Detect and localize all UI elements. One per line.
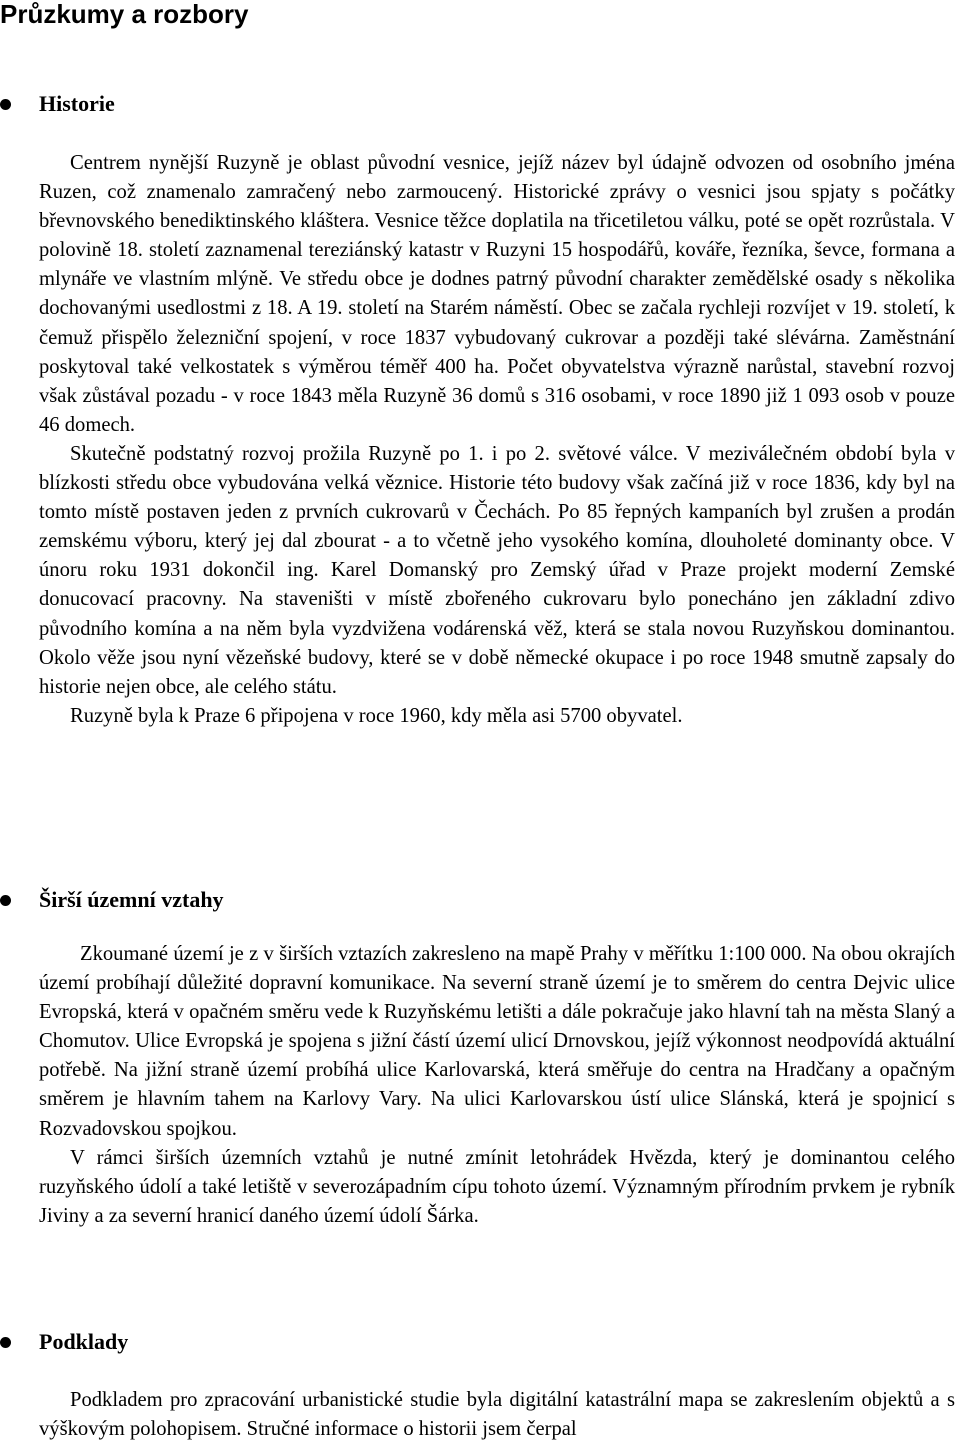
paragraph: Zkoumané území je z v širších vztazích zakresleno na mapě Prahy v měřítku 1:100 000. Na obou okrajích území probíhají důležité dopravní komunikace. Na severní straně území je to směrem do centra Dejvic ulice Evropská, která v opačném směru vede k Ruzyňskému letišti a dále pokračuje jako hlavní tah na města Slaný a Chomutov. Ulice Evropská je spojena s jižní částí území ulicí Drnovskou, jejíž výkonnost neodpovídá aktuální potřebě. Na jižní straně území probíhá ulice Karlovarská, která směřuje do centra na Hradčany a opačným směrem je hlavním tahem na Karlovy Vary. Na ulici Karlovarskou ústí ulice Slánská, která je spojnicí s Rozvadovskou spojkou. — [39, 943, 955, 1140]
section-heading-label: Historie — [39, 91, 115, 116]
bullet-icon — [0, 1337, 11, 1348]
section-body-sirsi-uzemni-vztahy — [39, 940, 955, 1231]
bullet-icon — [0, 895, 11, 906]
paragraph: Skutečně podstatný rozvoj prožila Ruzyně po 1. i po 2. světové válce. V meziválečném období byla v blízkosti středu obce vybudována velká věznice. Historie této budovy však začíná již v roce 1836, kdy byl na tomto místě postaven jeden z prvních cukrovarů v Čechách. Po 85 řepných kampaních byl zrušen a prodán zemskému výboru, který jej dal zbourat - a to včetně jeho vysokého komína, dlouholeté dominanty obce. V únoru roku 1931 dokončil ing. Karel Domanský pro Zemský úřad v Praze projekt moderní Zemské donucovací pracovny. Na staveništi v místě zbořeného cukrovaru bylo ponecháno jen základní zdivo původního komína a na něm byla vyzdvižena vodárenská věž, která se stala novou Ruzyňskou dominantou. Okolo věže jsou nyní vězeňské budovy, které se v době německé okupace i po roce 1948 smutně zapsaly do historie nejen obce, ale celého státu. — [39, 442, 955, 698]
page-title: Průzkumy a rozbory — [0, 0, 249, 29]
paragraph: Podkladem pro zpracování urbanistické studie byla digitální katastrální mapa se zakreslením objektů a s výškovým polohopisem. Stručné informace o historii jsem čerpal — [39, 1389, 955, 1441]
section-body-podklady — [39, 1386, 955, 1444]
bullet-icon — [0, 99, 11, 110]
paragraph: V rámci širších územních vztahů je nutné zmínit letohrádek Hvězda, který je dominantou celého ruzyňského údolí a také letiště v severozápadním cípu tohoto území. Významným přírodním prvkem je rybník Jiviny a za severní hranicí daného území údolí Šárka. — [39, 1146, 955, 1227]
paragraph: Ruzyně byla k Praze 6 připojena v roce 1960, kdy měla asi 5700 obyvatel. — [70, 704, 683, 727]
section-body-historie — [39, 149, 955, 731]
section-heading-label: Podklady — [39, 1329, 129, 1354]
section-heading-label: Širší územní vztahy — [39, 887, 224, 912]
paragraph: Centrem nynější Ruzyně je oblast původní vesnice, jejíž název byl údajně odvozen od osobního jména Ruzen, což znamenalo zamračený nebo zarmoucený. Historické zprávy o vesnici jsou spjaty s počátky břevnovského benediktinského kláštera. Vesnice těžce doplatila na třicetiletou válku, poté se opět rozrůstala. V polovině 18. století zaznamenal tereziánský katastr v Ruzyni 15 hospodářů, kováře, řezníka, ševce, formana a mlynáře ve vlastním mlýně. Ve středu obce je dodnes patrný původní charakter zemědělské osady s několika dochovanými usedlostmi z 18. A 19. století na Starém náměstí. Obec se začala rychleji rozvíjet v 19. století, k čemuž přispělo železniční spojení, v roce 1837 vybudovaný cukrovar a později také slévárna. Zaměstnání poskytoval také velkostatek s výměrou téměř 400 ha. Počet obyvatelstva výrazně narůstal, stavební rozvoj však zůstával pozadu - v roce 1843 měla Ruzyně 36 domů s 316 osobami, v roce 1890 již 1 093 osob v pouze 46 domech. — [39, 152, 955, 436]
